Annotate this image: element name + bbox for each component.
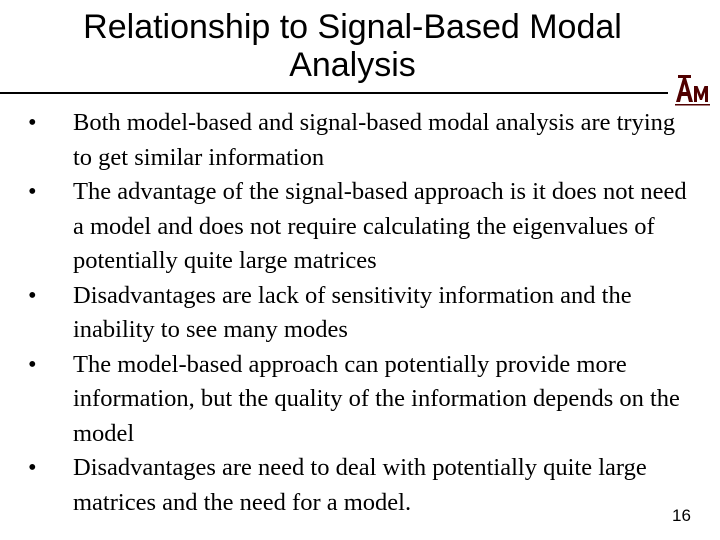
- slide-title-line-2: Analysis: [289, 46, 416, 84]
- bullet-marker: •: [28, 350, 37, 378]
- bullet-item: [28, 348, 688, 452]
- bullet-text: The advantage of the signal-based approach is it does not need a model and does not require calculating the eigenvalues of potentially quite large matrices: [73, 178, 687, 274]
- title-divider: [0, 92, 668, 94]
- texas-am-logo-icon: [674, 74, 712, 106]
- bullet-text: Disadvantages are need to deal with potentially quite large matrices and the need for a model.: [73, 454, 647, 516]
- bullet-marker: •: [28, 281, 37, 309]
- slide-title: [0, 8, 705, 84]
- bullet-item: [28, 175, 688, 279]
- bullet-list: [28, 106, 688, 520]
- bullet-item: [28, 279, 688, 348]
- bullet-item: [28, 106, 688, 175]
- bullet-marker: •: [28, 454, 37, 481]
- bullet-marker: •: [28, 109, 37, 136]
- bullet-text: Disadvantages are lack of sensitivity information and the inability to see many modes: [73, 281, 632, 343]
- bullet-text: The model-based approach can potentially provide more information, but the quality of the information depends on the model: [73, 350, 680, 447]
- bullet-marker: •: [28, 178, 37, 205]
- page-number: 16: [672, 506, 691, 525]
- slide-title-line-1: Relationship to Signal-Based Modal: [83, 8, 622, 46]
- bullet-item: [28, 451, 688, 520]
- bullet-text: Both model-based and signal-based modal analysis are trying to get similar information: [73, 109, 676, 171]
